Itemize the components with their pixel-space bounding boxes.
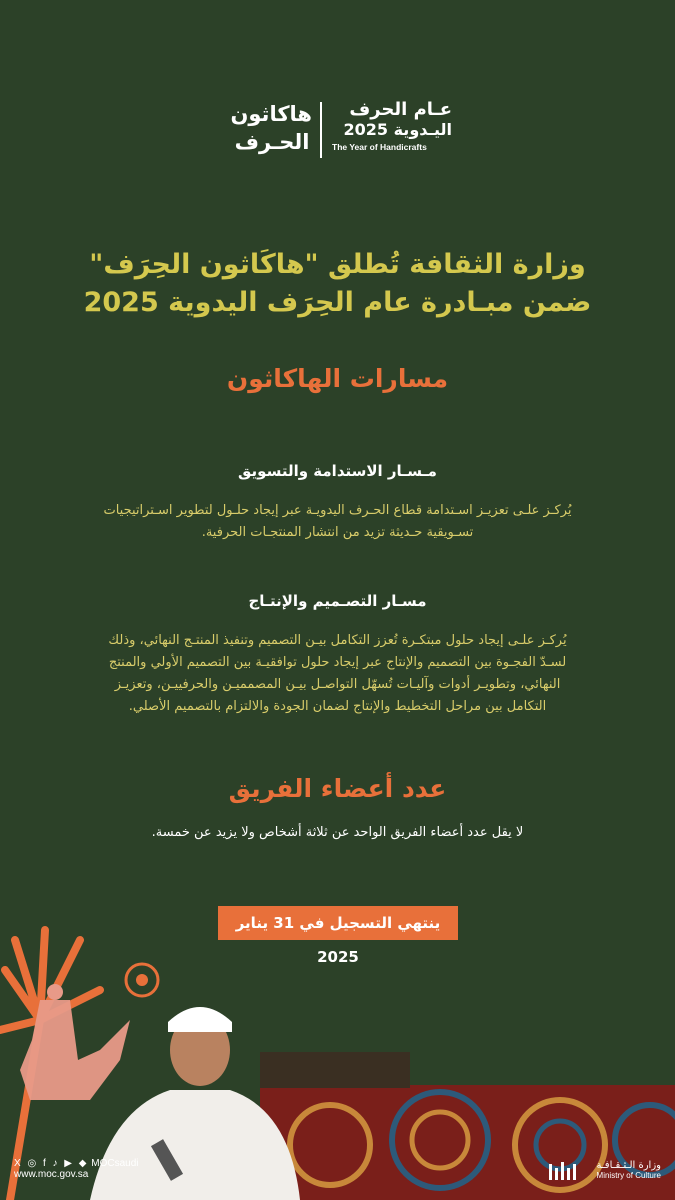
headline — [40, 246, 635, 322]
track-title-sustainability: مـسـار الاستدامة والتسويق — [238, 462, 437, 480]
track-body-design — [58, 630, 617, 718]
social-icons[interactable]: X ◎ f ♪ ▶ ◆ — [14, 1158, 89, 1169]
year-logo-line1: عـام الحرف — [349, 99, 452, 120]
website-link[interactable]: www.moc.gov.sa — [14, 1169, 89, 1180]
ministry-logo-icon — [547, 1160, 583, 1182]
star-ornament-icon — [126, 964, 158, 996]
track-body-sustainability — [58, 500, 617, 544]
social-handle[interactable]: MOCsaudi — [91, 1158, 139, 1169]
track-body-line: يُركـز علـى تعزيـز اسـتدامة قطاع الحـرف اليدويـة عبر إيجاد حلـول لتطوير اسـتراتيجيات — [103, 503, 572, 518]
hackathon-logo — [232, 100, 312, 156]
year-logo-english: The Year of Handicrafts — [332, 142, 427, 152]
track-body-line: يُركـز علـى إيجاد حلول مبتكـرة تُعزز التكامل بيـن التصميم وتنفيذ المنتـج النهائي، وذلك — [108, 633, 567, 648]
dallah-lid — [47, 984, 63, 1000]
track-body-line: تسـويقية حـديثة تزيد من انتشار المنتجـات الحرفية. — [201, 525, 474, 540]
registration-deadline-badge: ينتهي التسجيل في 31 يناير 2025 — [218, 906, 458, 940]
hackathon-logo-line2: الحـرف — [234, 130, 310, 154]
logo-divider — [320, 102, 322, 158]
ministry-name-en: Ministry of Culture — [596, 1171, 661, 1180]
craftsman-cap — [168, 1007, 232, 1032]
tracks-section-title: مسارات الهاكاثون — [226, 364, 449, 393]
track-body-line: النهائي، وتطويـر أدوات وآليـات تُسهّل التواصـل بيـن المصمميـن والحرفييـن، وتعزيـز — [114, 677, 561, 692]
headline-line2: ضمن مبـادرة عام الحِرَف اليدوية 2025 — [83, 287, 592, 318]
social-links — [14, 1158, 138, 1180]
track-body-line: لسـدّ الفجـوة بين التصميم والإنتاج عبر إيجاد حلول توافقيـة بين التصميم الأولي والمنتج — [108, 655, 567, 670]
textile-pattern-strip — [260, 1052, 410, 1088]
year-of-handicrafts-logo — [332, 100, 452, 152]
ministry-name-ar: وزارة الـثـقـافـة — [596, 1160, 661, 1171]
track-body-line: التكامل بين مراحل التخطيط والإنتاج لضمان الجودة والالتزام بالتصميم الأصلي. — [128, 699, 547, 714]
hackathon-logo-line1: هاكاثون — [230, 102, 312, 126]
members-section-title: عدد أعضاء الفريق — [228, 774, 447, 803]
year-logo-line2: اليـدوية 2025 — [343, 120, 452, 139]
headline-line1: وزارة الثقافة تُطلق "هاكَاثون الحِرَف" — [89, 249, 586, 280]
track-title-design: مسـار التصـميم والإنتـاج — [248, 592, 427, 610]
members-note: لا يقل عدد أعضاء الفريق الواحد عن ثلاثة أشخاص ولا يزيد عن خمسة. — [151, 825, 524, 840]
ministry-of-culture-logo — [597, 1160, 662, 1180]
